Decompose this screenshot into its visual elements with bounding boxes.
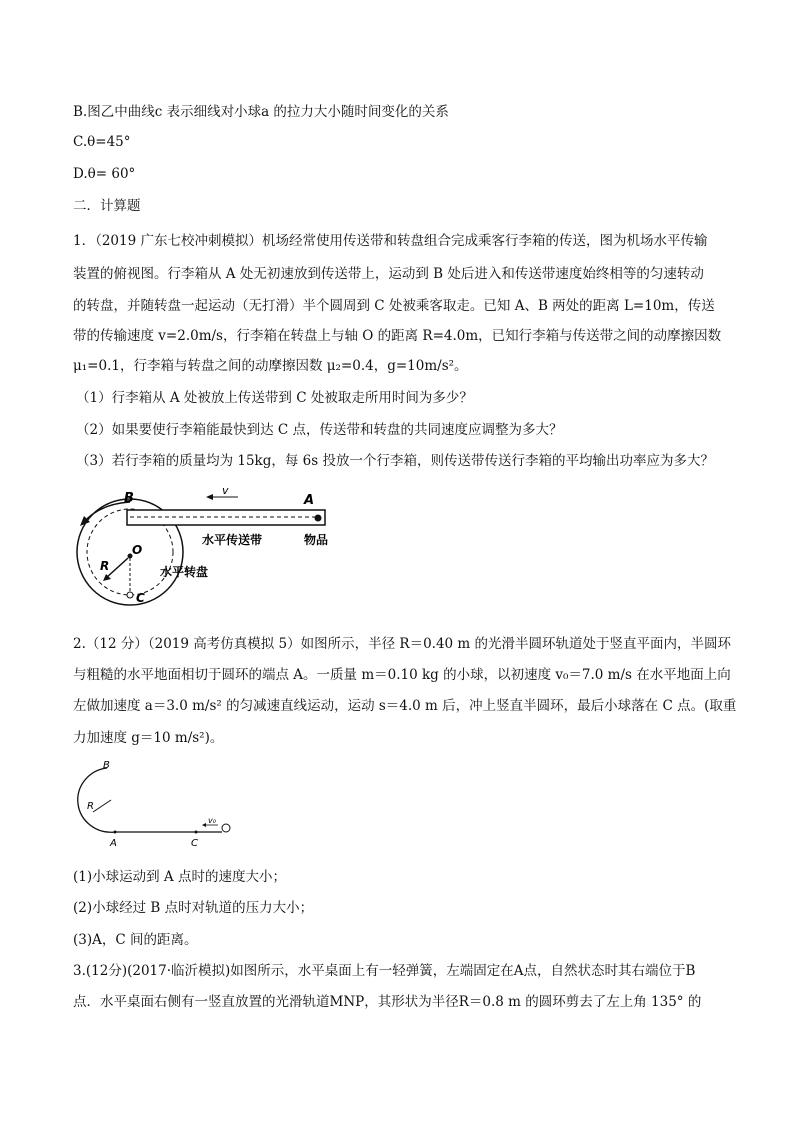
q2-sub-1: (1)小球运动到 A 点时的速度大小； [73,869,286,885]
q1-line-2: 装置的俯视图。行李箱从 A 处无初速放到传送带上，运动到 B 处后进入和传送带速度始终相等的匀速转动 [73,266,704,282]
turntable-label: 水平转盘 [160,565,209,579]
point-c [195,831,198,834]
q2-line-4: 力加速度 g＝10 m/s²)。 [73,730,224,746]
radius-line [93,800,111,812]
label-r: R [100,559,110,573]
q1-sub-2: （2）如果要使行李箱能最快到达 C 点，传送带和转盘的共同速度应调整为多大？ [76,422,563,438]
q1-sub-1: （1）行李箱从 A 处被放上传送带到 C 处被取走所用时间为多少？ [76,390,473,406]
semicircle-track [78,768,115,832]
q3-line-2: 点．水平桌面右侧有一竖直放置的光滑轨道MNP，其形状为半径R＝0.8 m 的圆环剪去了左上角 135° 的 [73,994,702,1010]
q2-line-1: 2.（12 分）（2019 高考仿真模拟 5）如图所示，半径 R＝0.40 m 的光滑半圆环轨道处于竖直平面内，半圆环 [73,636,732,652]
q1-sub-3: （3）若行李箱的质量均为 15kg，每 6s 投放一个行李箱，则传送带传送行李箱的平均输出功率应为多大？ [76,453,714,469]
label-a: A [110,838,117,849]
label-v0: v₀ [208,816,216,825]
ball [222,824,230,832]
q3-line-1: 3.(12分)(2017·临沂模拟)如图所示，水平桌面上有一轻弹簧，左端固定在A点，自然状态时其右端位于B [73,963,696,979]
q2-line-2: 与粗糙的水平地面相切于圆环的端点 A。一质量 m＝0.10 kg 的小球，以初速度 v₀＝7.0 m/s 在水平地面上向 [73,667,731,683]
item-dot [315,515,322,522]
label-o: O [132,543,143,557]
label-a: A [304,493,315,508]
q1-line-1: 1．（2019 广东七校冲刺模拟）机场经常使用传送带和转盘组合完成乘客行李箱的传送，图为机场水平传输 [73,233,708,249]
label-b: B [103,760,110,771]
item-label: 物品 [304,533,329,547]
velocity-arrow-head [206,494,213,500]
label-r: R [87,801,94,812]
conveyor-belt [127,510,325,525]
label-b: B [124,491,134,506]
q2-sub-2: (2)小球经过 B 点时对轨道的压力大小； [73,900,314,916]
v0-arrow-head [202,823,206,827]
q1-line-4: 带的传输速度 v=2.0m/s，行李箱在转盘上与轴 O 的距离 R=4.0m，已知行李箱与传送带之间的动摩擦因数 [73,328,722,344]
label-c: C [136,591,145,605]
option-d: D.θ= 60° [73,166,136,182]
q2-sub-3: (3)A，C 间的距离。 [73,932,198,948]
radius-arrow [106,558,128,578]
q1-line-3: 的转盘，并随转盘一起运动（无打滑）半个圆周到 C 处被乘客取走。已知 A、B 两处的距离 L=10m，传送 [73,298,715,314]
label-v: v [222,484,229,497]
conveyor-turntable-figure [70,484,340,612]
semicircle-track-figure [70,760,240,850]
option-b: B.图乙中曲线c 表示细线对小球a 的拉力大小随时间变化的关系 [73,104,449,120]
section-heading: 二．计算题 [73,198,141,214]
label-c: C [191,838,198,849]
q1-line-5: μ₁=0.1，行李箱与转盘之间的动摩擦因数 μ₂=0.4，g=10m/s²。 [73,358,468,374]
point-c [127,592,133,598]
point-a [114,831,117,834]
option-c: C.θ=45° [73,134,131,150]
q2-line-3: 左做加速度 a＝3.0 m/s² 的匀减速直线运动，运动 s＝4.0 m 后，冲上竖直半圆环，最后小球落在 C 点。(取重 [73,698,737,714]
belt-label: 水平传送带 [202,533,263,547]
